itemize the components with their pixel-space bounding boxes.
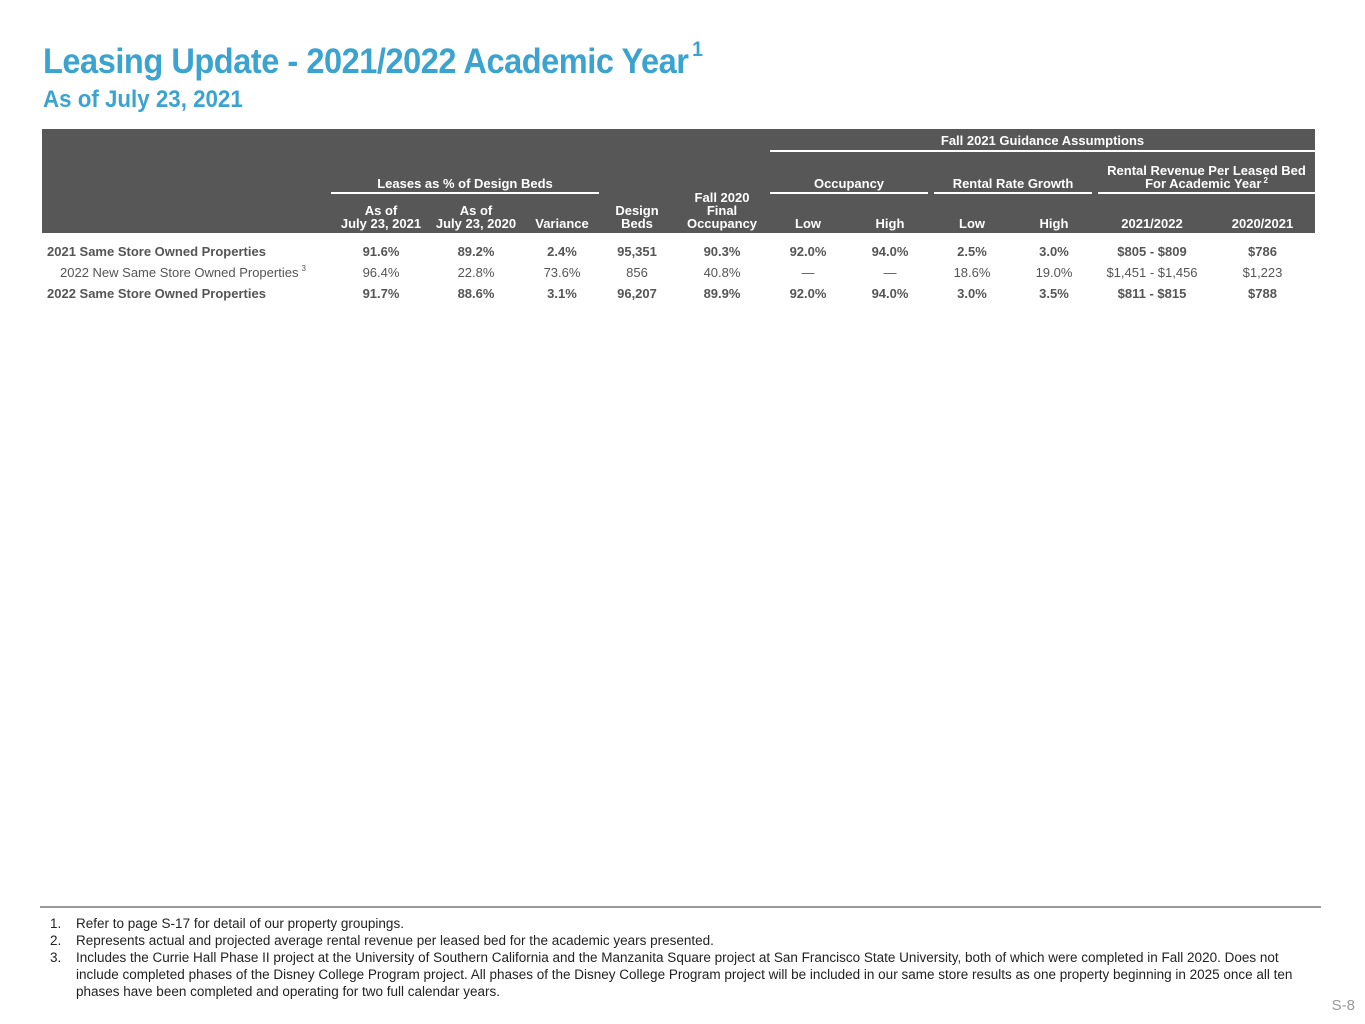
col-header-rate-high: High bbox=[1039, 216, 1069, 231]
cell-fall-2020: 90.3% bbox=[703, 244, 741, 259]
page-subtitle: As of July 23, 2021 bbox=[43, 86, 243, 113]
row-footnote-marker: 3 bbox=[301, 264, 306, 273]
cell-asof-2020: 89.2% bbox=[457, 244, 495, 259]
footnote-text: Includes the Currie Hall Phase II project at the University of Southern California and the Manzanita Square project at San Francisco State University, both of which were completed in Fall 2020. Does not include completed phases of the Disney College Program project. All phases of the Disney College Program project will be included in our same store results as one property beginning in 2025 once all ten phases have been completed and operating for two full calendar years. bbox=[76, 950, 1293, 999]
cell-fall-2020: 40.8% bbox=[703, 265, 741, 280]
cell-revenue-2020-2021: $786 bbox=[1248, 244, 1277, 259]
table-row bbox=[42, 262, 1315, 283]
cell-revenue-2021-2022: $805 - $809 bbox=[1117, 244, 1187, 259]
cell-variance: 73.6% bbox=[543, 265, 581, 280]
cell-fall-2020: 89.9% bbox=[703, 286, 741, 301]
cell-variance: 3.1% bbox=[547, 286, 577, 301]
cell-revenue-2020-2021: $1,223 bbox=[1242, 265, 1283, 280]
cell-occupancy-high: 94.0% bbox=[871, 244, 909, 259]
table-row bbox=[42, 241, 1315, 262]
cell-occupancy-high: 94.0% bbox=[871, 286, 909, 301]
footnote-item bbox=[50, 949, 1315, 1000]
cell-occupancy-low: 92.0% bbox=[789, 244, 827, 259]
cell-design-beds: 96,207 bbox=[617, 286, 657, 301]
col-header-asof-2021: As of July 23, 2021 bbox=[340, 203, 422, 231]
cell-design-beds: 856 bbox=[626, 265, 648, 280]
page-number: S-8 bbox=[1331, 997, 1355, 1014]
occupancy-group-header: Occupancy bbox=[813, 176, 885, 191]
col-header-occupancy-low: Low bbox=[795, 216, 821, 231]
cell-rate-low: 2.5% bbox=[957, 244, 987, 259]
cell-rate-low: 3.0% bbox=[957, 286, 987, 301]
col-header-occupancy-high: High bbox=[875, 216, 905, 231]
cell-asof-2020: 22.8% bbox=[457, 265, 495, 280]
footnote-text: Refer to page S-17 for detail of our property groupings. bbox=[76, 916, 404, 931]
cell-variance: 2.4% bbox=[547, 244, 577, 259]
footnote-number: 3. bbox=[50, 950, 62, 965]
row-label: 2021 Same Store Owned Properties bbox=[47, 244, 266, 259]
footnote-number: 2. bbox=[50, 933, 62, 948]
footnotes bbox=[50, 915, 1315, 1000]
revenue-group-rule bbox=[1098, 192, 1315, 194]
cell-occupancy-low: — bbox=[801, 265, 815, 280]
row-label: 2022 New Same Store Owned Properties $^3$ bbox=[60, 264, 306, 280]
leases-group-header: Leases as % of Design Beds bbox=[377, 176, 553, 191]
cell-design-beds: 95,351 bbox=[617, 244, 657, 259]
cell-revenue-2021-2022: $1,451 - $1,456 bbox=[1106, 265, 1198, 280]
cell-occupancy-high: — bbox=[883, 265, 897, 280]
col-header-design-beds: Design Beds bbox=[615, 203, 659, 231]
cell-revenue-2021-2022: $811 - $815 bbox=[1117, 286, 1187, 301]
title-footnote-marker: 1 bbox=[692, 38, 703, 61]
cell-revenue-2020-2021: $788 bbox=[1248, 286, 1277, 301]
col-header-revenue-2021-2022: 2021/2022 bbox=[1121, 216, 1183, 231]
cell-rate-high: 3.5% bbox=[1039, 286, 1069, 301]
row-label: 2022 Same Store Owned Properties bbox=[47, 286, 266, 301]
guidance-group-header: Fall 2021 Guidance Assumptions bbox=[940, 133, 1145, 148]
cell-asof-2020: 88.6% bbox=[457, 286, 495, 301]
cell-asof-2021: 91.6% bbox=[362, 244, 400, 259]
col-header-variance: Variance bbox=[535, 216, 589, 231]
rate-growth-group-rule bbox=[934, 192, 1092, 194]
leases-group-rule bbox=[331, 192, 599, 194]
cell-rate-high: 19.0% bbox=[1035, 265, 1073, 280]
footnotes-divider bbox=[40, 906, 1321, 908]
rate-growth-group-header: Rental Rate Growth bbox=[952, 176, 1074, 191]
revenue-group-header: Rental Revenue Per Leased Bed For Academic Year $^2$ bbox=[1107, 163, 1306, 191]
col-header-rate-low: Low bbox=[959, 216, 985, 231]
col-header-fall-2020: Fall 2020 Final Occupancy bbox=[686, 190, 758, 231]
occupancy-group-rule bbox=[770, 192, 928, 194]
cell-rate-high: 3.0% bbox=[1039, 244, 1069, 259]
cell-asof-2021: 96.4% bbox=[362, 265, 400, 280]
cell-asof-2021: 91.7% bbox=[362, 286, 400, 301]
col-header-revenue-2020-2021: 2020/2021 bbox=[1231, 216, 1294, 231]
cell-rate-low: 18.6% bbox=[953, 265, 991, 280]
footnote-number: 1. bbox=[50, 916, 62, 931]
cell-occupancy-low: 92.0% bbox=[789, 286, 827, 301]
footnote-text: Represents actual and projected average rental revenue per leased bed for the academic years presented. bbox=[76, 933, 714, 948]
page-title: Leasing Update - 2021/2022 Academic Year $^1$ bbox=[43, 38, 703, 81]
col-header-asof-2020: As of July 23, 2020 bbox=[435, 203, 517, 231]
footnote-item bbox=[50, 915, 1315, 932]
table-row bbox=[42, 283, 1315, 304]
footnote-item bbox=[50, 932, 1315, 949]
guidance-group-rule bbox=[770, 150, 1315, 152]
